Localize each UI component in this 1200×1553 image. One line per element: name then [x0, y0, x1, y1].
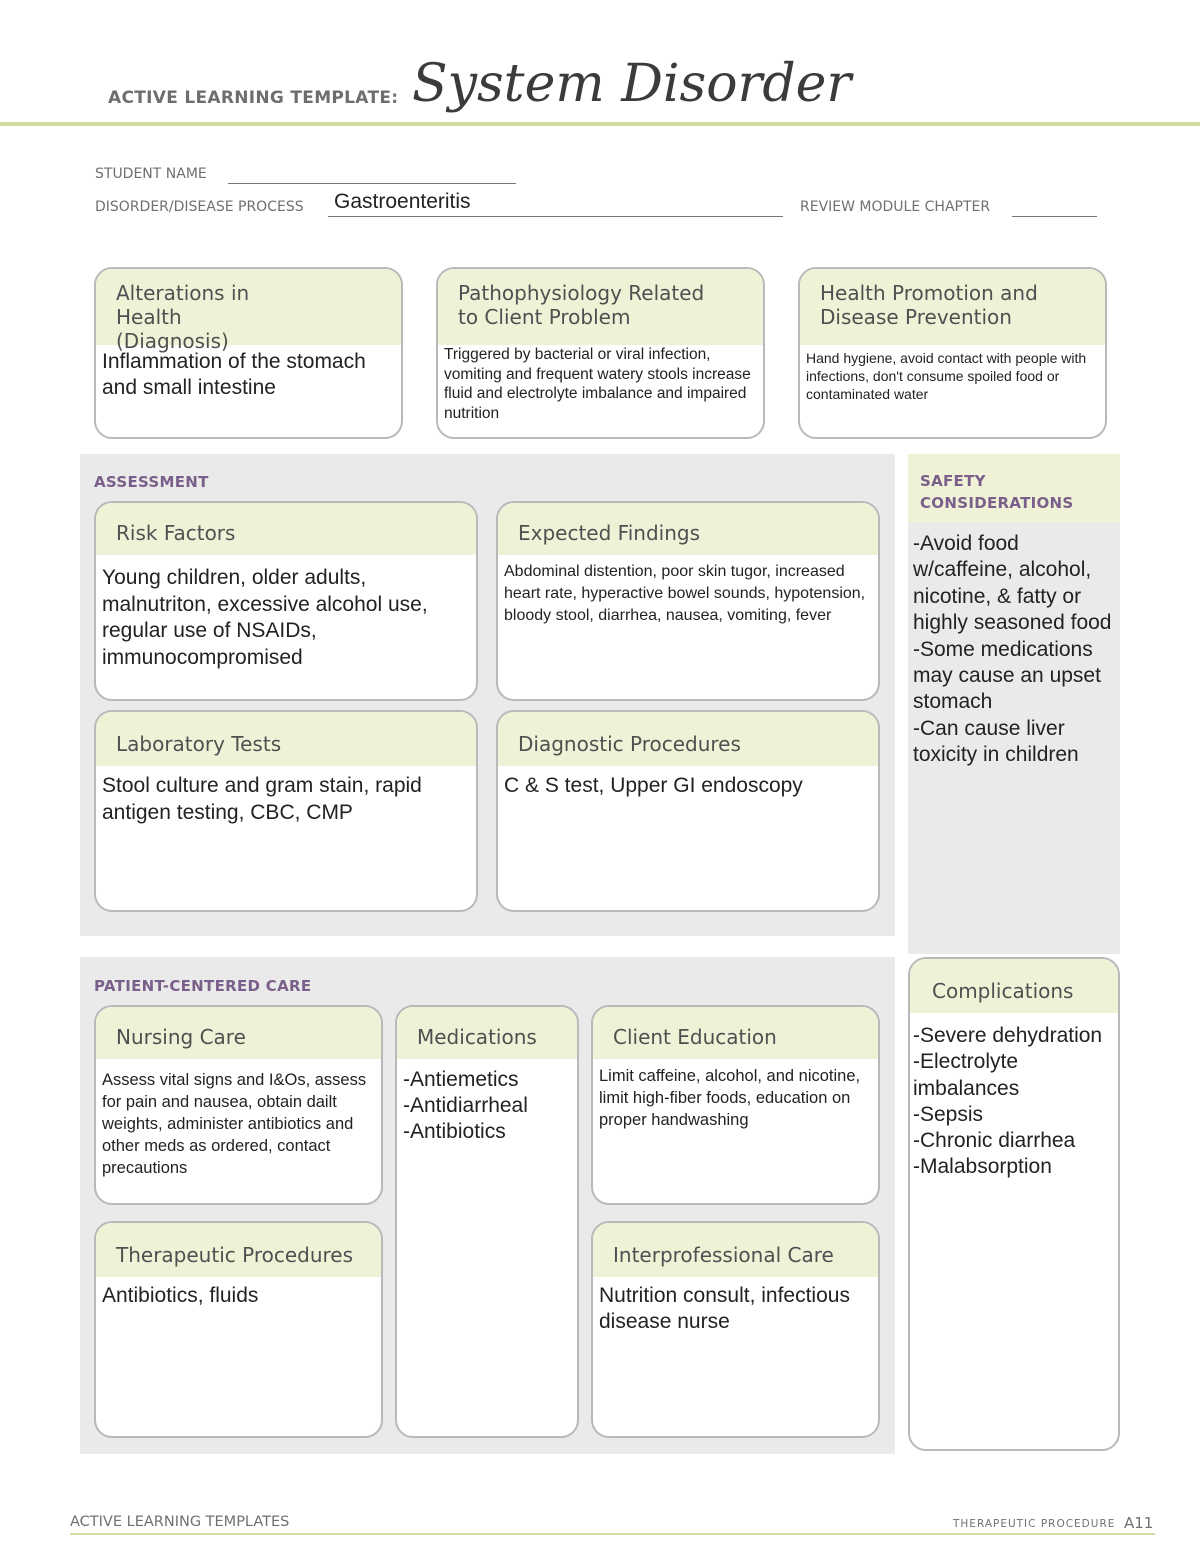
- disorder-field[interactable]: [328, 190, 783, 217]
- template-prefix: ACTIVE LEARNING TEMPLATE:: [108, 88, 399, 108]
- complications-title: Complications: [910, 959, 1118, 1013]
- risk-factors-card: [94, 501, 478, 701]
- diagnostic-procedures-title: Diagnostic Procedures: [498, 712, 878, 766]
- footer-page-number: A11: [1124, 1514, 1154, 1532]
- header-rule: [0, 122, 1200, 126]
- nursing-care-body[interactable]: Assess vital signs and I&Os, assess for pain and nausea, obtain dailt weights, administer antibiotics and other meds as ordered, contact precautions: [102, 1071, 367, 1177]
- review-module-label: REVIEW MODULE CHAPTER: [800, 199, 991, 215]
- laboratory-tests-card: [94, 710, 478, 912]
- therapeutic-procedures-body[interactable]: Antibiotics, fluids: [102, 1284, 259, 1307]
- alterations-body[interactable]: Inflammation of the stomach and small intestine: [102, 350, 366, 399]
- assessment-title: ASSESSMENT: [94, 473, 209, 491]
- medications-body[interactable]: -Antiemetics -Antidiarrheal -Antibiotics: [403, 1068, 528, 1143]
- medications-title: Medications: [397, 1007, 577, 1059]
- complications-body[interactable]: -Severe dehydration -Electrolyte imbalances -Sepsis -Chronic diarrhea -Malabsorption: [913, 1024, 1103, 1179]
- footer-rule: [70, 1533, 1155, 1535]
- student-name-field[interactable]: [228, 166, 516, 184]
- expected-findings-card: [496, 501, 880, 701]
- client-education-title: Client Education: [593, 1007, 878, 1059]
- diagnostic-procedures-body[interactable]: C & S test, Upper GI endoscopy: [504, 774, 803, 797]
- pathophysiology-title: Pathophysiology Related to Client Problem: [438, 269, 763, 345]
- expected-findings-body[interactable]: Abdominal distention, poor skin tugor, increased heart rate, hyperactive bowel sounds, hypotension, bloody stool, diarrhea, nausea, vomiting, fever: [504, 563, 866, 624]
- complications-card: [908, 957, 1120, 1451]
- health-promotion-title: Health Promotion and Disease Prevention: [800, 269, 1105, 345]
- interprofessional-care-card: [591, 1221, 880, 1438]
- review-module-field[interactable]: [1012, 199, 1097, 217]
- safety-body[interactable]: -Avoid food w/caffeine, alcohol, nicotine, & fatty or highly seasoned food -Some medications may cause an upset stomach -Can cause liver toxicity in children: [913, 532, 1112, 767]
- disorder-label: DISORDER/DISEASE PROCESS: [95, 199, 304, 215]
- interprofessional-care-title: Interprofessional Care: [593, 1223, 878, 1277]
- client-education-card: [591, 1005, 880, 1205]
- interprofessional-care-body[interactable]: Nutrition consult, infectious disease nurse: [599, 1284, 850, 1333]
- footer-right-label: THERAPEUTIC PROCEDURE: [953, 1518, 1116, 1530]
- footer-left: ACTIVE LEARNING TEMPLATES: [70, 1514, 290, 1530]
- nursing-care-title: Nursing Care: [96, 1007, 381, 1059]
- alterations-card: [94, 267, 403, 439]
- risk-factors-body[interactable]: Young children, older adults, malnutriton, excessive alcohol use, regular use of NSAIDs, immunocompromised: [102, 566, 428, 669]
- expected-findings-title: Expected Findings: [498, 503, 878, 555]
- laboratory-tests-body[interactable]: Stool culture and gram stain, rapid antigen testing, CBC, CMP: [102, 774, 422, 824]
- pathophysiology-body[interactable]: Triggered by bacterial or viral infection, vomiting and frequent watery stools increase fluid and electrolyte imbalance and impaired nutrition: [444, 346, 751, 422]
- therapeutic-procedures-card: [94, 1221, 383, 1438]
- nursing-care-card: [94, 1005, 383, 1205]
- patient-care-title: PATIENT-CENTERED CARE: [94, 977, 312, 995]
- disorder-value: Gastroenteritis: [334, 190, 471, 213]
- risk-factors-title: Risk Factors: [96, 503, 476, 555]
- pathophysiology-card: [436, 267, 765, 439]
- page-title: System Disorder: [412, 54, 852, 114]
- health-promotion-body[interactable]: Hand hygiene, avoid contact with people with infections, don't consume spoiled food or contaminated water: [806, 350, 1087, 402]
- health-promotion-card: [798, 267, 1107, 439]
- client-education-body[interactable]: Limit caffeine, alcohol, and nicotine, limit high-fiber foods, education on proper handwashing: [599, 1067, 861, 1129]
- diagnostic-procedures-card: [496, 710, 880, 912]
- laboratory-tests-title: Laboratory Tests: [96, 712, 476, 766]
- medications-card: [395, 1005, 579, 1438]
- alterations-title: Alterations in Health (Diagnosis): [96, 269, 401, 345]
- safety-title: SAFETY CONSIDERATIONS: [908, 454, 1120, 522]
- therapeutic-procedures-title: Therapeutic Procedures: [96, 1223, 381, 1277]
- student-name-label: STUDENT NAME: [95, 166, 207, 182]
